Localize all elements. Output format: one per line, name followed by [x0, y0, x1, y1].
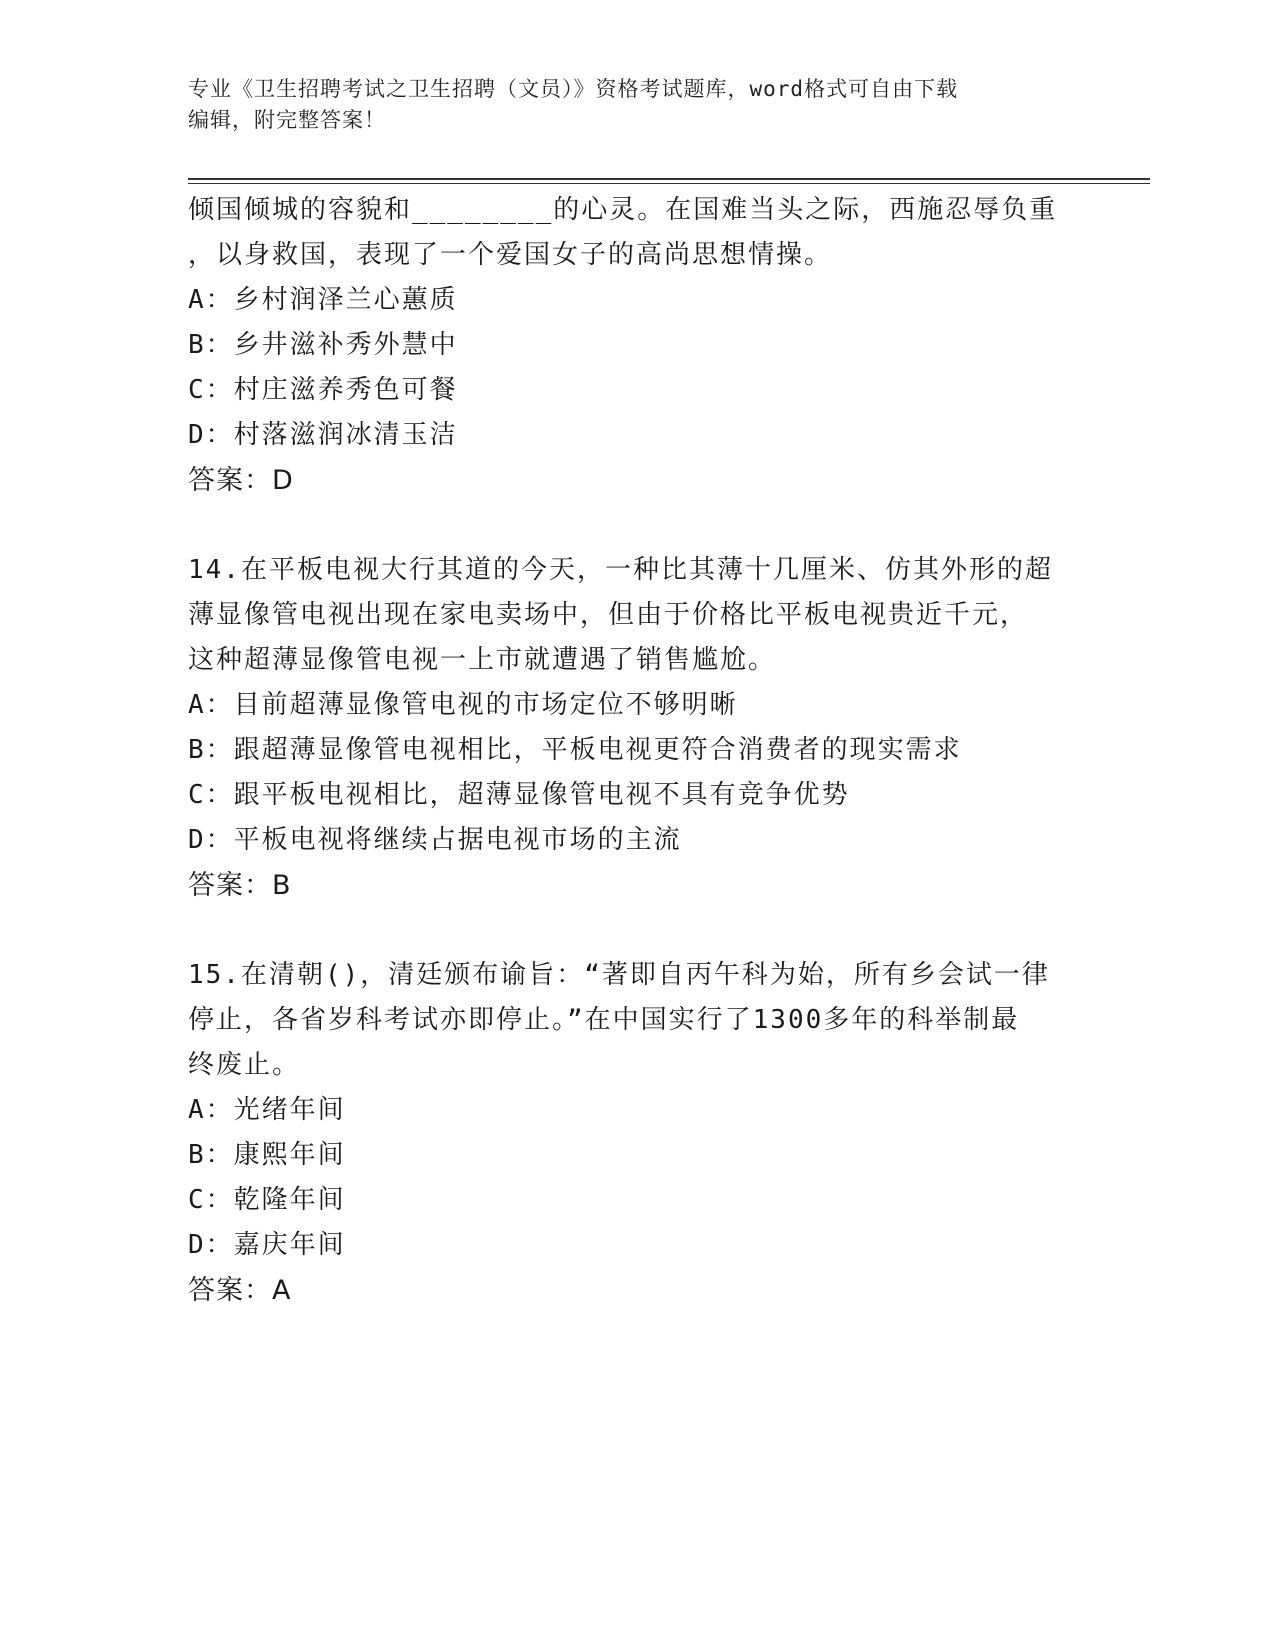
question-13 [188, 188, 1088, 503]
question-text-line: 14.在平板电视大行其道的今天，一种比其薄十几厘米、仿其外形的超 [188, 555, 1053, 585]
header-line-1: 专业《卫生招聘考试之卫生招聘（文员）》资格考试题库，word格式可自由下载 [188, 77, 959, 101]
question-text-line: 薄显像管电视出现在家电卖场中，但由于价格比平板电视贵近千元， [188, 600, 1029, 630]
answer: 答案：A [188, 1275, 292, 1306]
spacer [188, 503, 1088, 548]
answer: 答案：D [188, 465, 294, 496]
header-rule-thick [188, 178, 1150, 180]
question-list [188, 188, 1088, 1313]
header-rule-thin [188, 183, 1150, 184]
option-c: C：村庄滋养秀色可餐 [188, 375, 458, 405]
question-text-line: ，以身救国，表现了一个爱国女子的高尚思想情操。 [188, 240, 833, 270]
question-14 [188, 548, 1088, 908]
option-a: A：乡村润泽兰心蕙质 [188, 285, 458, 315]
question-15 [188, 953, 1088, 1313]
question-text-line: 15.在清朝()，清廷颁布谕旨：“著即自丙午科为始，所有乡会试一律 [188, 960, 1050, 990]
option-b: B：乡井滋补秀外慧中 [188, 330, 458, 360]
question-text-line: 停止，各省岁科考试亦即停止。”在中国实行了1300多年的科举制最 [188, 1005, 1020, 1035]
question-text-line: 这种超薄显像管电视一上市就遭遇了销售尴尬。 [188, 645, 777, 675]
option-d: D：平板电视将继续占据电视市场的主流 [188, 825, 682, 855]
option-d: D：村落滋润冰清玉洁 [188, 420, 458, 450]
question-text-line: 终废止。 [188, 1050, 301, 1080]
option-a: A：目前超薄显像管电视的市场定位不够明晰 [188, 690, 738, 720]
spacer [188, 908, 1088, 953]
option-c: C：跟平板电视相比，超薄显像管电视不具有竞争优势 [188, 780, 850, 810]
option-b: B：跟超薄显像管电视相比，平板电视更符合消费者的现实需求 [188, 735, 962, 765]
option-b: B：康熙年间 [188, 1140, 346, 1170]
header-line-2: 编辑，附完整答案！ [188, 108, 386, 132]
question-text-line: 倾国倾城的容貌和________的心灵。在国难当头之际，西施忍辱负重 [188, 195, 1058, 225]
document-header [188, 74, 1088, 136]
answer: 答案：B [188, 870, 292, 901]
option-a: A：光绪年间 [188, 1095, 346, 1125]
option-c: C：乾隆年间 [188, 1185, 346, 1215]
option-d: D：嘉庆年间 [188, 1230, 346, 1260]
